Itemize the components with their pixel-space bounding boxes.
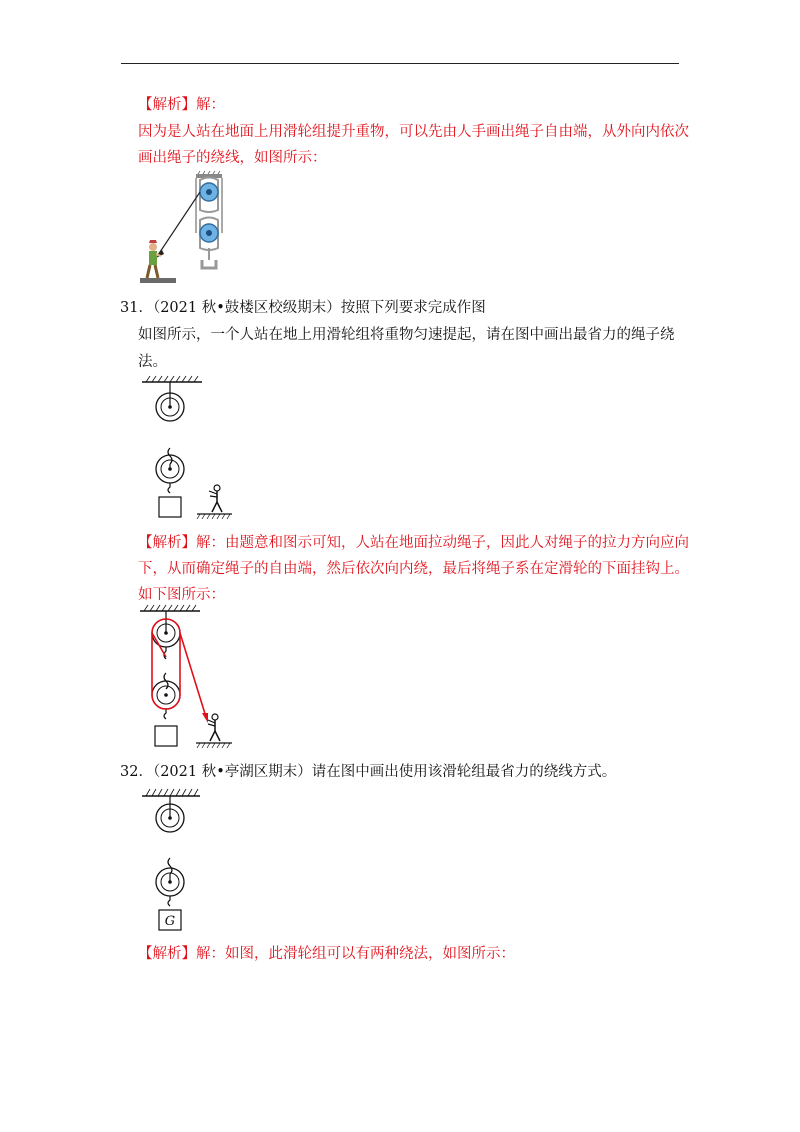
figure-a31-pulleys xyxy=(138,603,238,751)
question-31-text: 法。 xyxy=(138,354,167,370)
figure-person-pulley xyxy=(138,170,238,288)
question-32-heading: 32．（2021 秋•亭湖区期末）请在图中画出使用该滑轮组最省力的绕线方式。 xyxy=(120,764,617,780)
question-31-heading: 31．（2021 秋•鼓楼区校级期末）按照下列要求完成作图 xyxy=(120,300,486,316)
question-31-text: 如图所示，一个人站在地上用滑轮组将重物匀速提起，请在图中画出最省力的绳子绕 xyxy=(138,327,675,343)
figure-q32-pulleys xyxy=(140,786,210,936)
analysis-31-text: 如下图所示： xyxy=(138,587,225,603)
analysis-heading: 【解析】解： xyxy=(138,97,225,113)
analysis-31-text: 【解析】解：由题意和图示可知，人站在地面拉动绳子，因此人对绳子的拉力方向应向 xyxy=(138,535,689,551)
header-rule xyxy=(121,63,679,64)
weight-label: G xyxy=(164,914,176,929)
analysis-31-text: 下，从而确定绳子的自由端，然后依次向内绕，最后将绳子系在定滑轮的下面挂钩上。 xyxy=(138,561,689,577)
analysis-text: 画出绳子的绕线，如图所示： xyxy=(138,150,327,166)
analysis-text: 因为是人站在地面上用滑轮组提升重物，可以先由人手画出绳子自由端，从外向内依次 xyxy=(138,124,689,140)
figure-q31-pulleys xyxy=(140,374,240,524)
analysis-32-text: 【解析】解：如图，此滑轮组可以有两种绕法，如图所示： xyxy=(138,946,515,962)
